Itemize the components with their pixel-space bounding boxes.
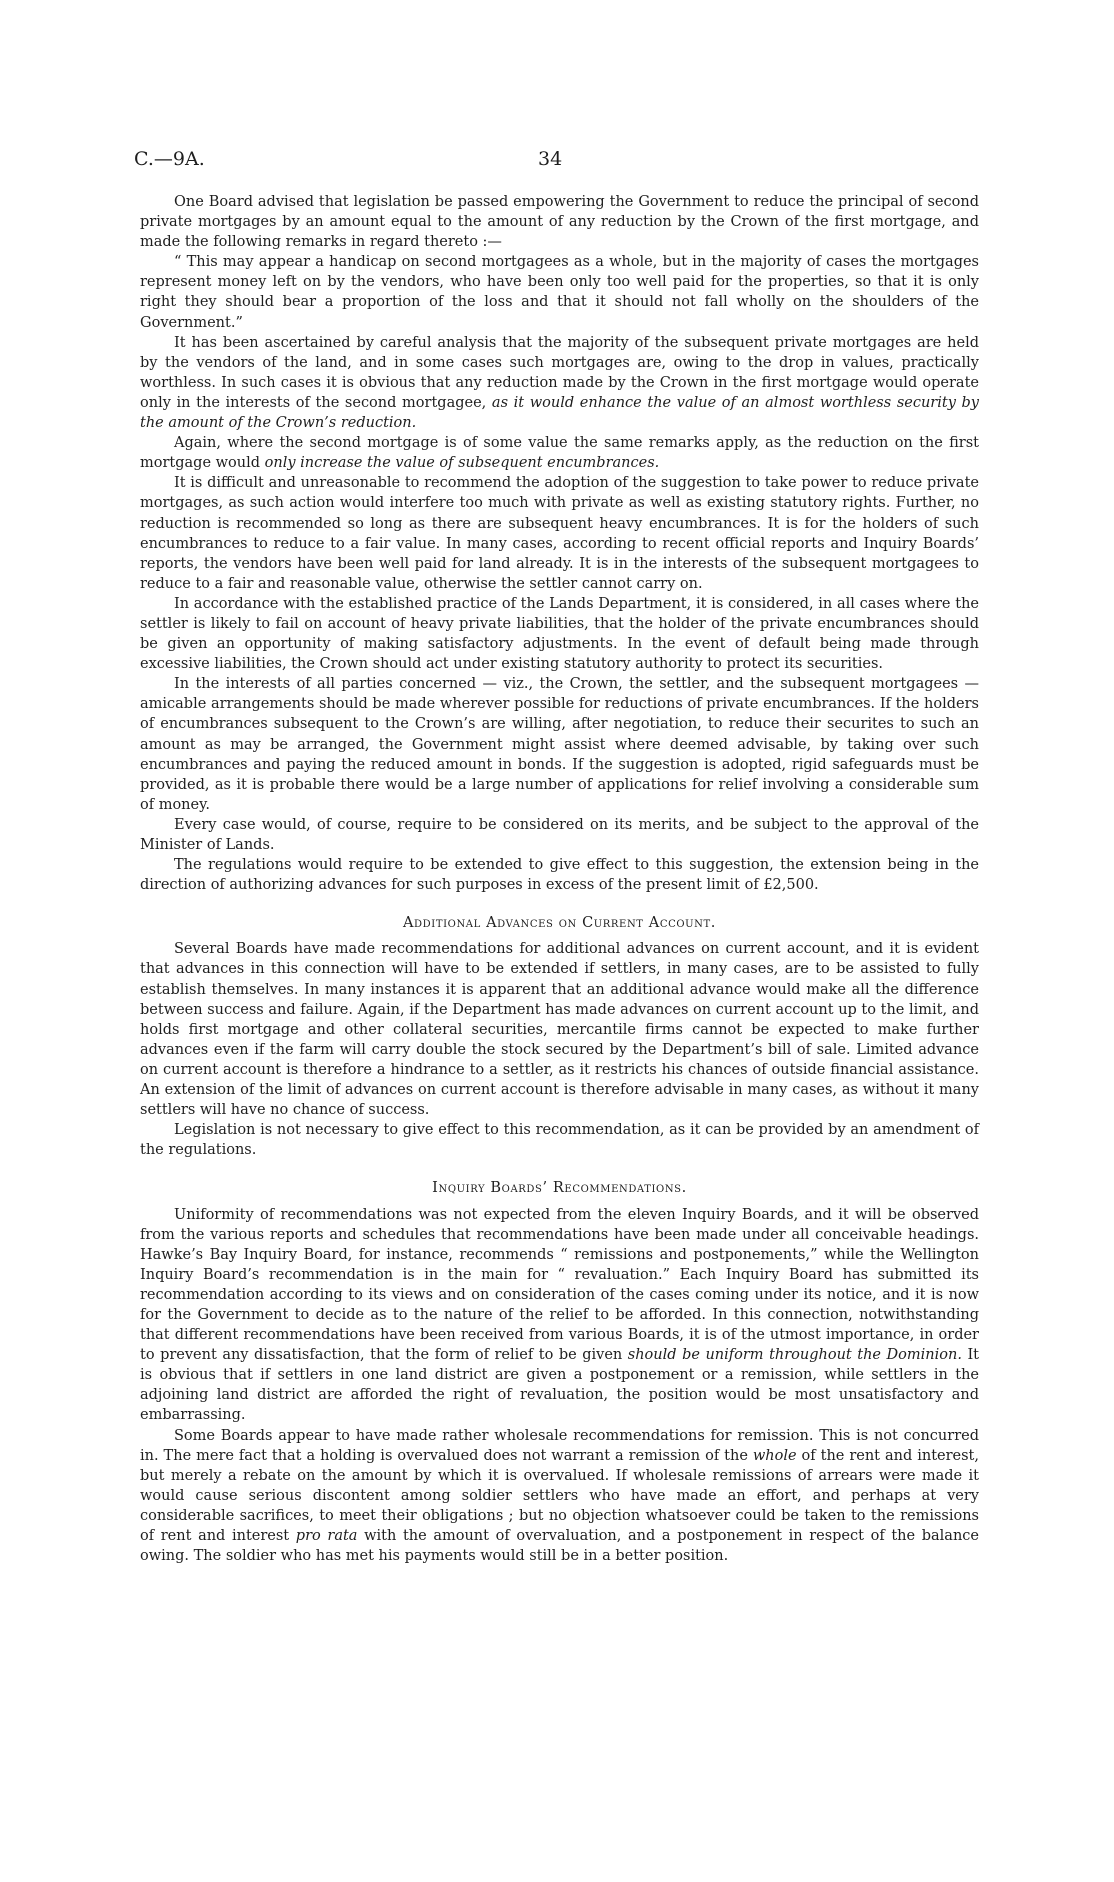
paragraph bbox=[140, 1426, 979, 1567]
paragraph bbox=[140, 1205, 979, 1426]
document-reference: C.—9A. bbox=[134, 148, 205, 170]
quoted-paragraph: “ This may appear a handicap on second mortgagees as a whole, but in the majority of cases the mortgages represent money left on by the vendors, who have been only too well paid for the properties, so that it is only right they should bear a proportion of the loss and that it should not fall wholly on the shoulders of the Government.” bbox=[140, 254, 979, 331]
paragraph-text: It is obvious that if settlers in one land district are given a postponement or a remission, while settlers in the adjoining land district are afforded the right of revaluation, the position would be most unsatisfactory and embarrassing. bbox=[140, 1347, 980, 1424]
page-header bbox=[0, 148, 1114, 180]
section-heading-additional-advances: Additional Advances on Current Account. bbox=[402, 915, 717, 932]
page-number: 34 bbox=[538, 148, 563, 170]
paragraph: Every case would, of course, require to be considered on its merits, and be subject to the approval of the Minister of Lands. bbox=[140, 816, 979, 853]
paragraph: In accordance with the established practice of the Lands Department, it is considered, in all cases where the settler is likely to fail on account of heavy private liabilities, that the holder of the private encumbrances should be given an opportunity of making satisfactory adjustments. In the event of default being made through excessive liabilities, the Crown should act under existing statutory authority to protect its securities. bbox=[140, 595, 979, 673]
italic-text: as it would enhance the value of an almost worthless security by the amount of the Crown’s reduction. bbox=[140, 394, 979, 432]
italic-text: pro rata bbox=[295, 1528, 358, 1544]
italic-text: whole bbox=[752, 1447, 797, 1464]
italic-text: only increase the value of subsequent encumbrances. bbox=[264, 455, 660, 472]
paragraph: Legislation is not necessary to give effect to this recommendation, as it can be provided by an amendment of the regulations. bbox=[140, 1122, 979, 1159]
section-heading-inquiry-boards: Inquiry Boards’ Recommendations. bbox=[432, 1180, 687, 1197]
paragraph: Several Boards have made recommendations for additional advances on current account, and it is evident that advances in this connection will have to be extended if settlers, in many cases, are to be assisted to fully establish themselves. In many instances it is apparent that an additional advance would make all the difference between success and failure. Again, if the Department has made advances on current account up to the limit, and holds first mortgage and other collateral securities, mercantile firms cannot be expected to make further advances even if the farm will carry double the stock secured by the Department’s bill of sale. Limited advance on current account is therefore a hindrance to a settler, as it restricts his chances of outside financial assistance. An extension of the limit of advances on current account is therefore advisable in many cases, as without it many settlers will have no chance of success. bbox=[140, 941, 979, 1119]
paragraph: It is difficult and unreasonable to recommend the adoption of the suggestion to take power to reduce private mortgages, as such action would interfere too much with private as well as existing statutory rights. Further, no reduction is recommended so long as there are subsequent heavy encumbrances. It is for the holders of such encumbrances to reduce to a fair value. In many cases, according to recent official reports and Inquiry Boards’ reports, the vendors have been well paid for land already. It is in the interests of the subsequent mortgagees to reduce to a fair and reasonable value, otherwise the settler cannot carry on. bbox=[140, 475, 979, 592]
paragraph-text: Again, where the second mortgage is of some value the same remarks apply, as the reduction on the first mortgage would bbox=[140, 435, 979, 472]
paragraph: One Board advised that legislation be passed empowering the Government to reduce the principal of second private mortgages by an amount equal to the amount of any reduction by the Crown of the first mortgage, and made the following remarks in regard thereto :— bbox=[140, 194, 979, 251]
paragraph bbox=[140, 333, 979, 433]
paragraph-text: Uniformity of recommendations was not expected from the eleven Inquiry Boards, and it will be observed from the various reports and schedules that recommendations have been made under all conceivable headings. Hawke’s Bay Inquiry Board, for instance, recommends “ remissions and postponements,” while the Wellington Inquiry Board’s recommendation is in the main for “ revaluation.” Each Inquiry Board has submitted its recommendation according to its views and on consideration of the cases coming under its notice, and it is now for the Government to decide as to the nature of the relief to be afforded. In this connection, notwithstanding that different recommendations have been received from various Boards, it is of the utmost importance, in order to prevent any dissatisfaction, that the form of relief to be given bbox=[140, 1206, 979, 1364]
paragraph: In the interests of all parties concerned — viz., the Crown, the settler, and the subsequent mortgagees — amicable arrangements should be made wherever possible for reductions of private encumbrances. If the holders of encumbrances subsequent to the Crown’s are willing, after negotiation, to reduce their securites to such an amount as may be arranged, the Government might assist where deemed advisable, by taking over such encumbrances and paying the reduced amount in bonds. If the suggestion is adopted, rigid safeguards must be provided, as it is probable there would be a large number of applications for relief involving a considerable sum of money. bbox=[140, 676, 979, 813]
paragraph-text: of the rent and interest, but merely a rebate on the amount by which it is overvalued. If wholesale remissions of arrears were made it would cause serious discontent among soldier settlers who have made an effort, and perhaps at very considerable sacrifices, to meet their obligations ; but no objection whatsoever could be taken to the remissions of rent and interest bbox=[140, 1447, 979, 1544]
paragraph-text: Some Boards appear to have made rather wholesale recommendations for remission. This is not concurred in. The mere fact that a holding is overvalued does not warrant a remission of the bbox=[140, 1427, 979, 1464]
body-text bbox=[140, 192, 979, 1566]
paragraph-text: with the amount of overvaluation, and a postponement in respect of the balance owing. The soldier who has met his payments would still be in a better position. bbox=[140, 1528, 979, 1565]
paragraph-text: It has been ascertained by careful analysis that the majority of the subsequent private mortgages are held by the vendors of the land, and in some cases such mortgages are, owing to the drop in values, practically worthless. In such cases it is obvious that any reduction made by the Crown in the first mortgage would operate only in the interests of the second mortgagee, bbox=[140, 334, 979, 411]
italic-text: should be uniform throughout the Dominion. bbox=[627, 1347, 962, 1364]
paragraph bbox=[140, 433, 979, 473]
paragraph: The regulations would require to be extended to give effect to this suggestion, the extension being in the direction of authorizing advances for such purposes in excess of the present limit of £2,500. bbox=[140, 857, 979, 894]
